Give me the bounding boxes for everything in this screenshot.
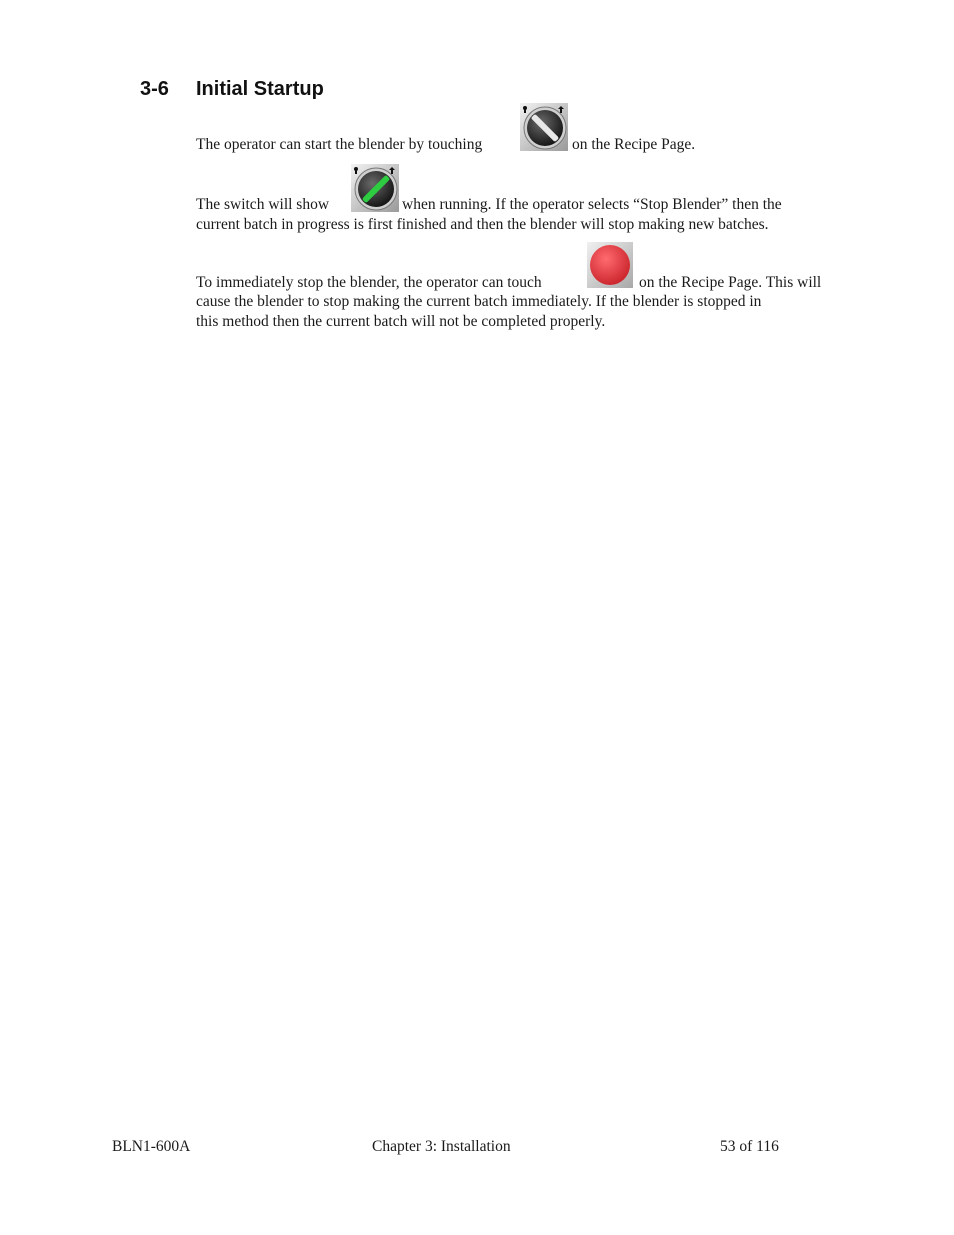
p1-text-after: on the Recipe Page.: [572, 136, 696, 153]
p2-text-before: The switch will show: [196, 196, 330, 213]
emergency-stop-button-icon[interactable]: [587, 242, 633, 288]
footer-chapter: Chapter 3: Installation: [372, 1138, 511, 1155]
selector-switch-off-icon[interactable]: [520, 103, 568, 151]
p3-text-after: on the Recipe Page. This will: [639, 274, 822, 291]
section-number: 3-6: [140, 78, 169, 100]
p3-text-line3: this method then the current batch will not be completed properly.: [196, 313, 606, 330]
p2-text-after: when running. If the operator selects “Stop Blender” then the: [402, 196, 782, 213]
p1-text-before: The operator can start the blender by touching: [196, 136, 483, 153]
p2-text-line2: current batch in progress is first finished and then the blender will stop making new batches.: [196, 216, 769, 233]
p3-text-before: To immediately stop the blender, the operator can touch: [196, 274, 542, 291]
p3-text-line2: cause the blender to stop making the current batch immediately. If the blender is stopped in: [196, 293, 762, 310]
footer-document-id: BLN1-600A: [112, 1138, 191, 1155]
section-title: Initial Startup: [196, 78, 324, 100]
section-heading: [140, 78, 324, 101]
selector-switch-running-icon: [351, 164, 399, 212]
footer-page-number: 53 of 116: [720, 1138, 779, 1155]
